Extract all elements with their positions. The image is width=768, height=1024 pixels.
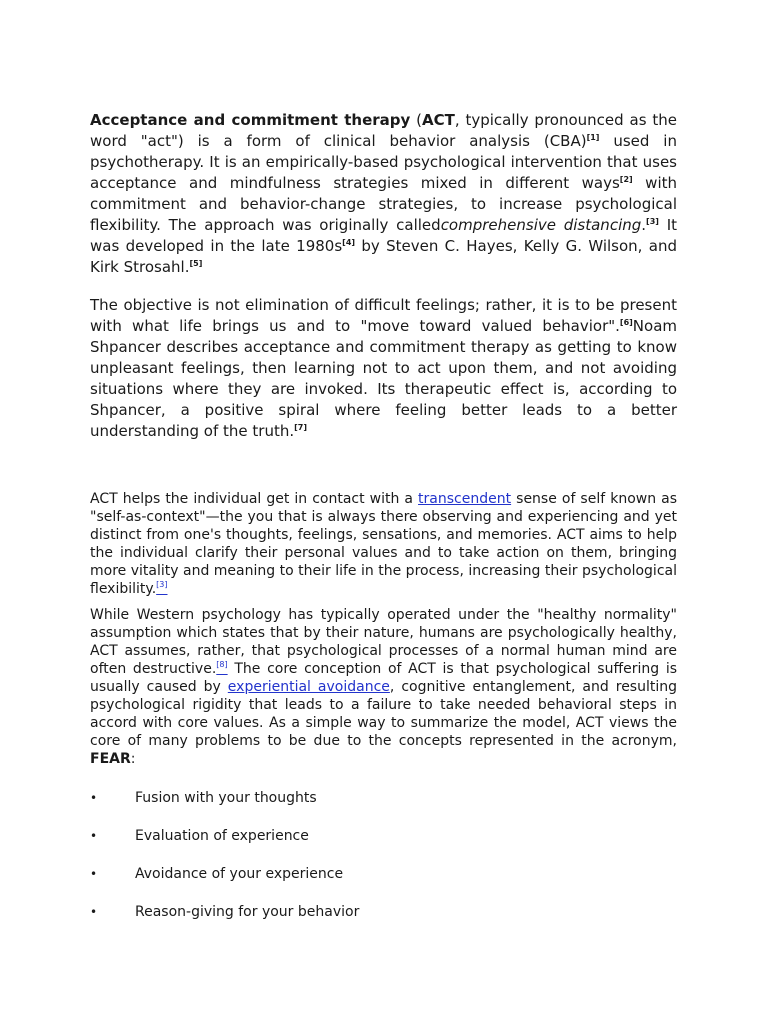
fear-text: eason-giving for your behavior xyxy=(144,904,360,920)
fear-text: voidance of your experience xyxy=(143,866,344,882)
fear-list xyxy=(90,786,650,938)
text-run: , cognitive entanglement, and resulting psychological rigidity that leads to a failure to take needed behavioral steps in accord with core values. As a simple way to summarize the model, ACT views the core of many problems to be due to the concepts represented in the acronym, xyxy=(90,679,678,749)
fear-item-evaluation xyxy=(90,824,650,862)
citation-link-8[interactable] xyxy=(216,661,227,677)
acronym-fear: FEAR xyxy=(90,751,131,767)
text-run: : xyxy=(130,751,136,767)
emphasis-comprehensive-distancing: comprehensive distancing xyxy=(440,216,642,234)
text-run: with commitment and behavior-change strategies, to increase psychological flexibility. The approach was originally called xyxy=(90,174,678,234)
fear-item-avoidance xyxy=(90,862,650,900)
fear-item-reason-giving xyxy=(90,900,650,938)
fear-text: valuation of experience xyxy=(143,828,309,844)
text-run: ACT helps the individual get in contact with a xyxy=(90,491,419,507)
citation-7: [7] xyxy=(294,423,308,432)
fear-letter: A xyxy=(135,866,144,882)
text-run: It was developed in the late 1980s xyxy=(90,216,678,255)
citation-5: [5] xyxy=(189,259,203,268)
citation-1: [1] xyxy=(586,133,600,142)
bullet-icon: • xyxy=(90,905,98,919)
fear-item-fusion xyxy=(90,786,650,824)
citation-2: [2] xyxy=(619,175,633,184)
text-run: While Western psychology has typically operated under the "healthy normality" assumption which states that by their nature, humans are psychologically healthy, ACT assumes, rather, that psychological processes of a normal human mind are often destructive. xyxy=(90,607,677,677)
paragraph-self-as-context xyxy=(90,490,677,598)
link-transcendent[interactable]: transcendent xyxy=(418,491,512,507)
text-run: ( xyxy=(410,111,422,129)
fear-letter: R xyxy=(135,904,145,920)
text-run: , typically pronounced as the word "act") is a form of clinical behavior analysis (CBA) xyxy=(90,111,677,150)
term-heading: Acceptance and commitment therapy xyxy=(90,111,411,129)
bullet-icon: • xyxy=(90,791,98,805)
fear-letter: F xyxy=(135,790,143,806)
text-run: The objective is not elimination of difficult feelings; rather, it is to be present with what life brings us and to "move toward valued behavior". xyxy=(90,296,677,335)
citation-4: [4] xyxy=(342,238,356,247)
text-run: by Steven C. Hayes, Kelly G. Wilson, and Kirk Strosahl. xyxy=(90,237,677,276)
paragraph-intro xyxy=(90,110,677,278)
bullet-icon: • xyxy=(90,867,98,881)
text-run: The core conception of ACT is that psychological suffering is usually caused by xyxy=(90,661,678,695)
bullet-icon: • xyxy=(90,829,98,843)
paragraph-western-psychology xyxy=(90,606,677,768)
link-experiential-avoidance[interactable]: experiential avoidance xyxy=(227,679,390,695)
text-run: . xyxy=(641,216,647,234)
text-run: used in psychotherapy. It is an empirically-based psychological intervention that uses acceptance and mindfulness strategies mixed in different ways xyxy=(90,132,677,192)
fear-text: usion with your thoughts xyxy=(142,790,317,806)
abbr-act: ACT xyxy=(422,111,455,129)
text-run: Noam Shpancer describes acceptance and commitment therapy as getting to know unpleasant feelings, then learning not to act upon them, and not avoiding situations where they are invoked. Its therapeutic effect is, according to Shpancer, a positive spiral where feeling better leads to a better understanding of the truth. xyxy=(90,317,677,440)
text-run: sense of self known as "self-as-context"—the you that is always there observing and experiencing and yet distinct from one's thoughts, feelings, sensations, and memories. ACT aims to help the individual clarify their personal values and to take action on them, bringing more vitality and meaning to their life in the process, increasing their psychological flexibility. xyxy=(90,491,678,597)
citation-3: [3] xyxy=(646,217,659,226)
citation-6: [6] xyxy=(619,318,633,327)
fear-letter: E xyxy=(135,828,144,844)
citation-3-label: [3] xyxy=(156,580,168,589)
paragraph-objective xyxy=(90,295,677,442)
citation-link-3[interactable] xyxy=(156,581,167,597)
citation-8-label: [8] xyxy=(216,660,228,669)
